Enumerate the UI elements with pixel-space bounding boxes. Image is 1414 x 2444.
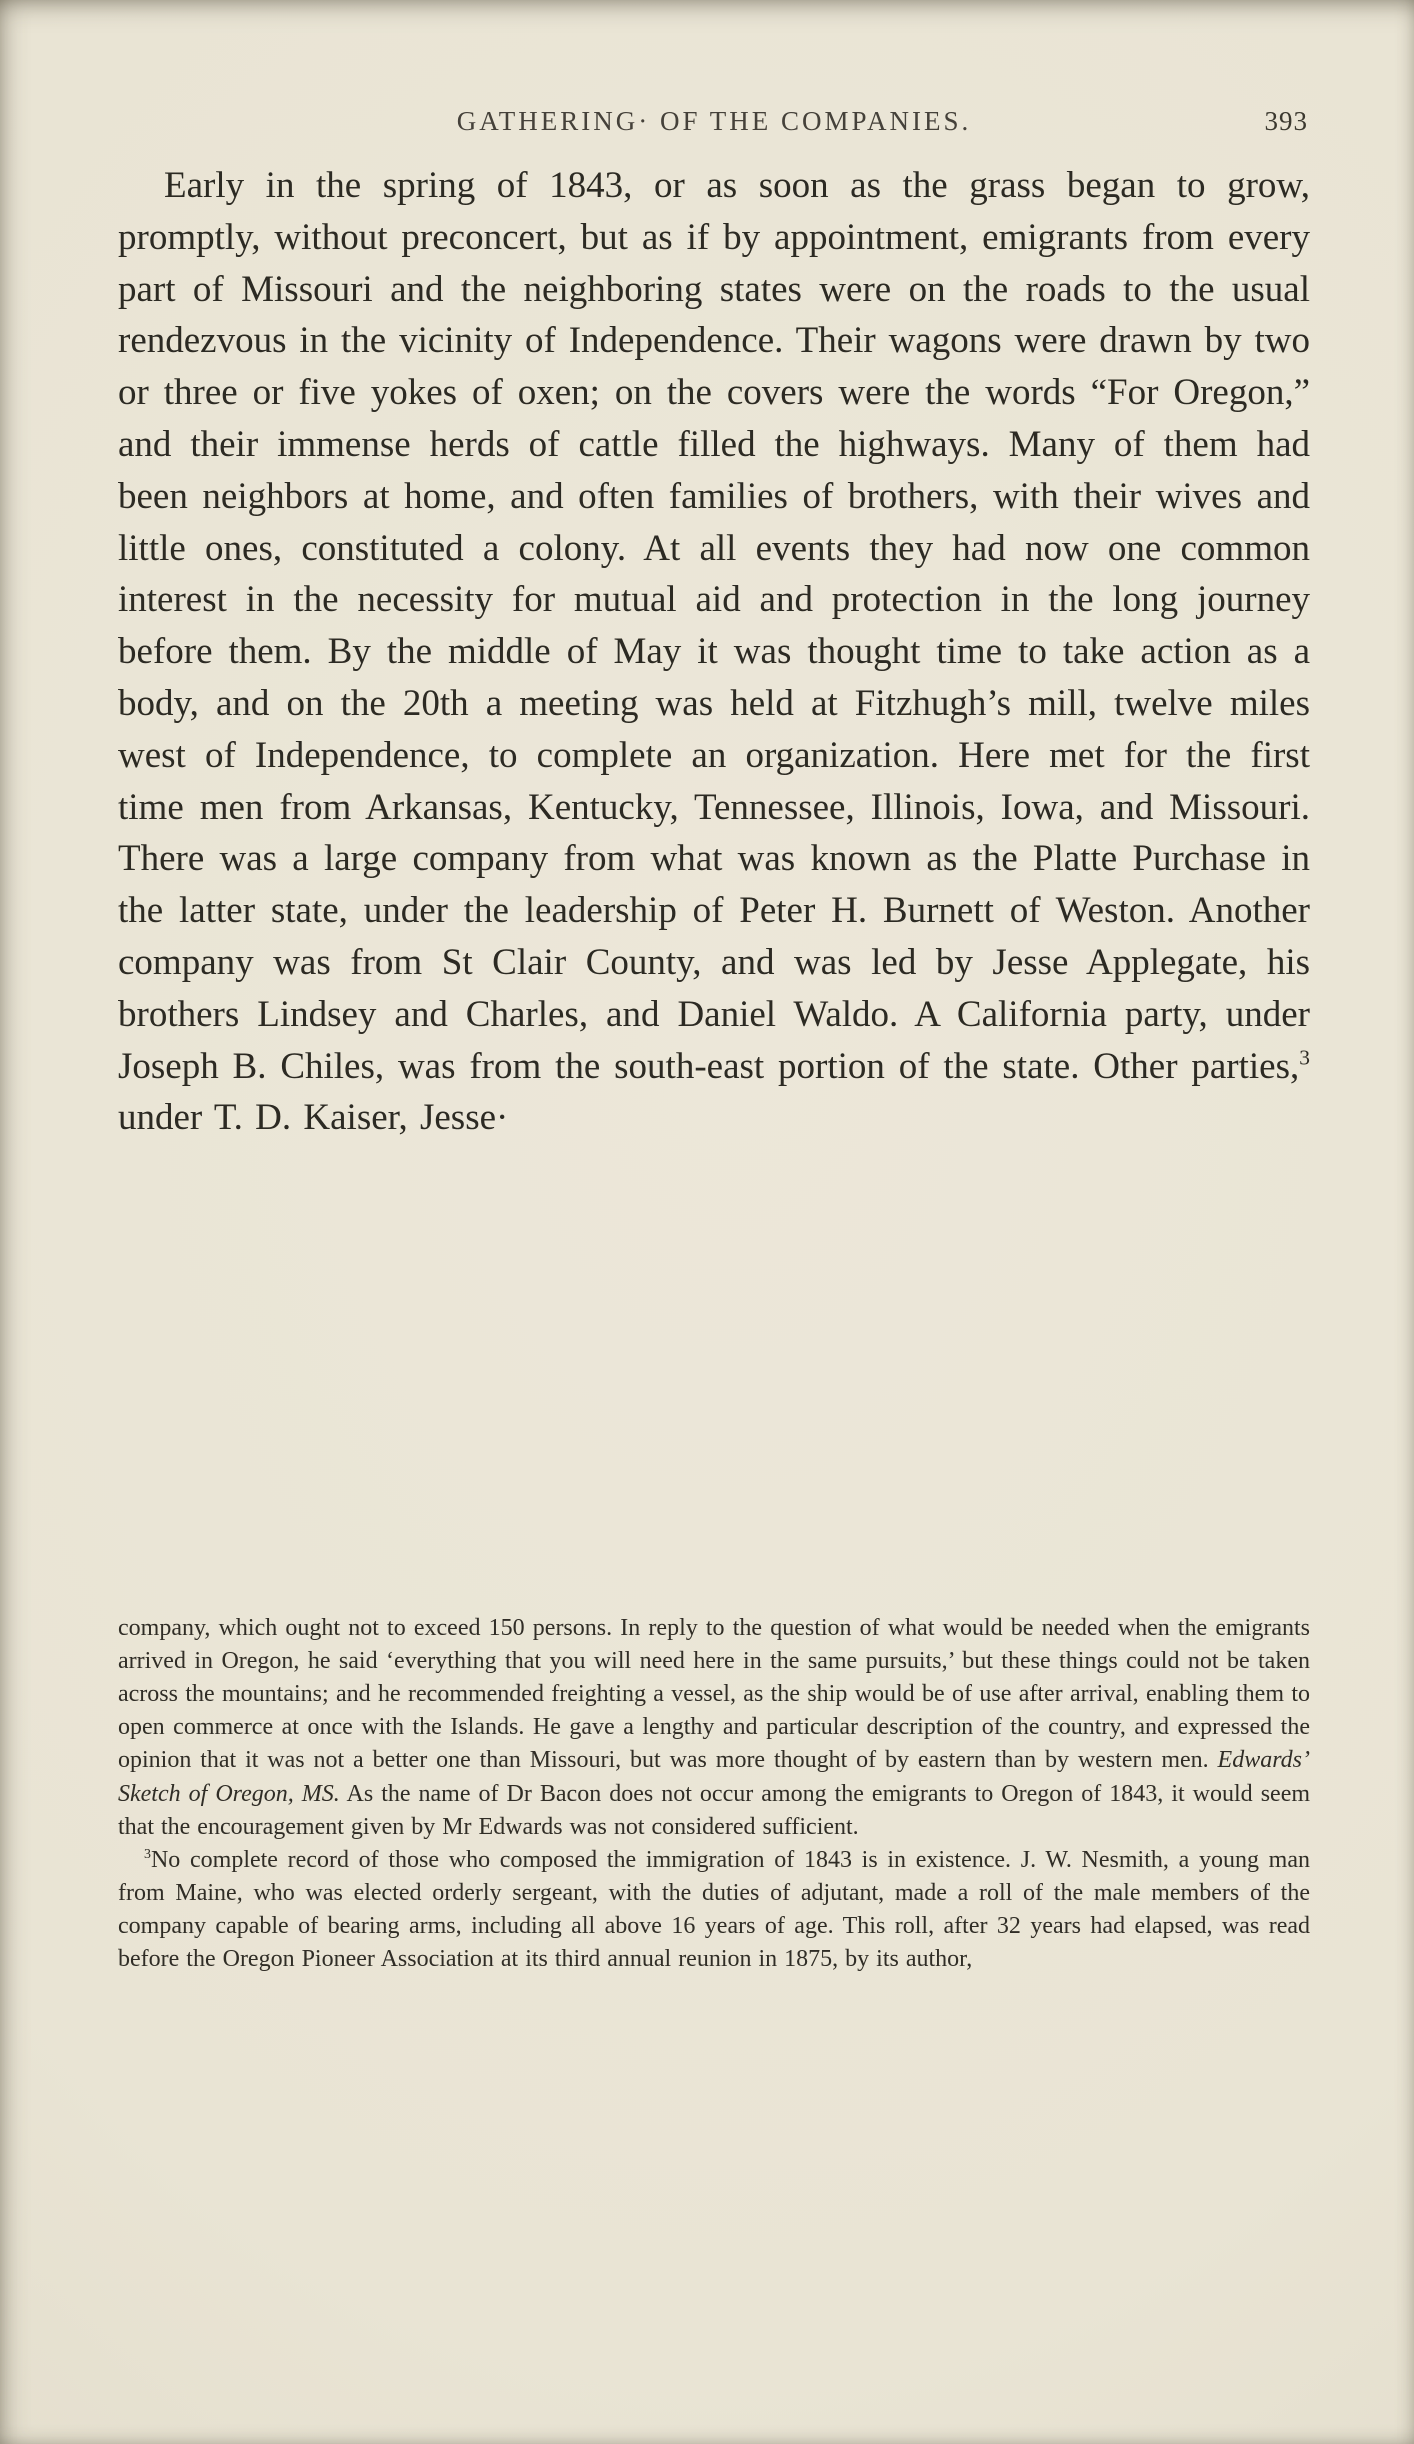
footnote-continuation-text-1: company, which ought not to exceed 150 persons. In reply to the question of what would be needed when the emigrants arrived in Oregon, he said ‘everything that you will need here in the same pursuits,’ but these things could not be taken across the mountains; and he recommended freighting a vessel, as the ship would be of use after arrival, enabling them to open commerce at once with the Islands. He gave a lengthy and particular description of the country, and expressed the opinion that it was not a better one than Missouri, but was more thought of by eastern than by western men. [118, 1615, 1310, 1774]
footnote-3-text: No complete record of those who composed the immigration of 1843 is in existence. J. W. Nesmith, a young man from Maine, who was elected orderly sergeant, with the duties of adjutant, made a roll of the male members of the company capable of bearing arms, including all above 16 years of age. This roll, after 32 years had elapsed, was read before the Oregon Pioneer Association at its third annual reunion in 1875, by its author, [118, 1846, 1310, 1973]
running-title: GATHERING· OF THE COMPANIES. [456, 106, 972, 136]
footnote-continuation-text-2: As the name of Dr Bacon does not occur among the emigrants to Oregon of 1843, it would seem that the encouragement given by Mr Edwards was not considered sufficient. [118, 1780, 1311, 1840]
footnote-source-citation: Edwards’ Sketch of Oregon, MS. [118, 1747, 1310, 1807]
footnote-3 [118, 1844, 1310, 1976]
footnote-reference-3: 3 [1299, 1045, 1310, 1070]
footnote-3-marker: 3 [144, 1846, 151, 1862]
body-text [118, 160, 1310, 1144]
footnotes-section [118, 1612, 1310, 1976]
page-number: 393 [1264, 106, 1308, 136]
page-header [118, 106, 1310, 148]
footnote-continuation [118, 1612, 1310, 1844]
main-paragraph-text-2: under T. D. Kaiser, Jesse· [118, 1097, 509, 1139]
main-paragraph [118, 160, 1310, 1144]
main-paragraph-text-1: Early in the spring of 1843, or as soon as the grass began to grow, promptly, without preconcert, but as if by appointment, emigrants from every part of Missouri and the neighboring states were on the roads to the usual rendezvous in the vicinity of Independence. Their wagons were drawn by two or three or five yokes of oxen; on the covers were the words “For Oregon,” and their immense herds of cattle filled the highways. Many of them had been neighbors at home, and often families of brothers, with their wives and little ones, constituted a colony. At all events they had now one common interest in the necessity for mutual aid and protection in the long journey before them. By the middle of May it was thought time to take action as a body, and on the 20th a meeting was held at Fitzhugh’s mill, twelve miles west of Independence, to complete an organization. Here met for the first time men from Arkansas, Kentucky, Tennessee, Illinois, Iowa, and Missouri. There was a large company from what was known as the Platte Purchase in the latter state, under the leadership of Peter H. Burnett of Weston. Another company was from St Clair County, and was led by Jesse Applegate, his brothers Lindsey and Charles, and Daniel Waldo. A California party, under Joseph B. Chiles, was from the south-east portion of the state. Other parties, [118, 165, 1310, 1087]
